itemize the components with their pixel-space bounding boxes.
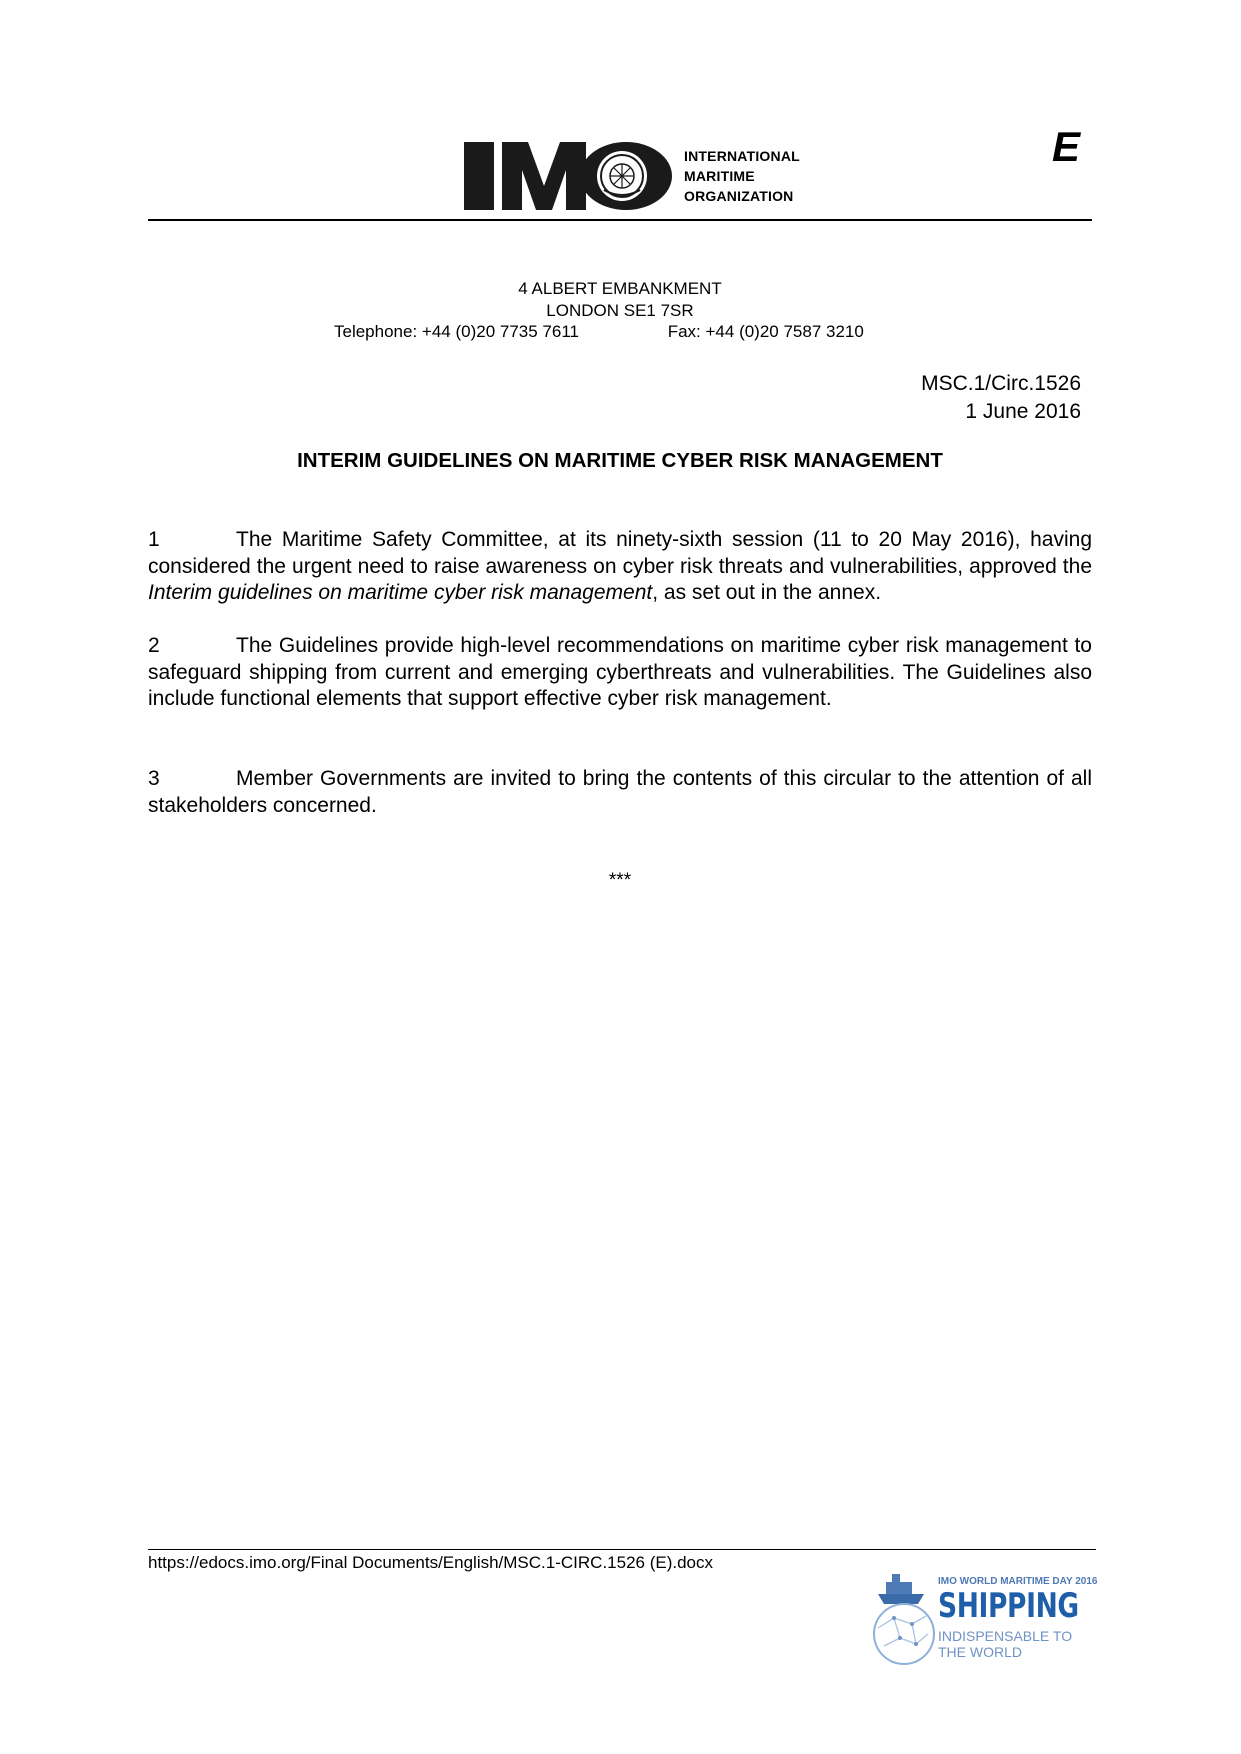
paragraph-text: The Maritime Safety Committee, at its ninety-sixth session (11 to 20 May 2016), having considered the urgent need to raise awareness on cyber risk threats and vulnerabilities, approved the: [148, 528, 1092, 578]
badge-subtitle: [938, 1628, 1072, 1660]
organization-name: [684, 146, 800, 206]
paragraph-text: Member Governments are invited to bring the contents of this circular to the attention of all stakeholders concerned.: [148, 767, 1092, 817]
imo-logo: [464, 140, 800, 212]
fax-number: Fax: +44 (0)20 7587 3210: [667, 322, 864, 341]
document-reference: [921, 370, 1081, 426]
org-line-2: MARITIME: [684, 168, 755, 184]
header-divider: [148, 219, 1092, 221]
document-title: INTERIM GUIDELINES ON MARITIME CYBER RISK MANAGEMENT: [297, 449, 943, 472]
telephone-number: Telephone: +44 (0)20 7735 7611: [334, 322, 579, 341]
address-line-1: 4 ALBERT EMBANKMENT: [518, 279, 722, 298]
badge-top-line: IMO WORLD MARITIME DAY 2016: [938, 1576, 1098, 1587]
address-line-2: LONDON SE1 7SR: [546, 301, 694, 320]
paragraph-text-end: , as set out in the annex.: [652, 581, 882, 604]
paragraph-number: 3: [148, 767, 160, 790]
badge-sub-line-2: THE WORLD: [938, 1644, 1022, 1660]
circular-number: MSC.1/Circ.1526: [921, 372, 1081, 395]
contact-line: [334, 322, 864, 342]
org-line-3: ORGANIZATION: [684, 188, 794, 204]
language-indicator: E: [1051, 123, 1080, 170]
circular-date: 1 June 2016: [965, 400, 1081, 423]
paragraph-1: [148, 527, 1092, 607]
letterhead: [148, 120, 1092, 220]
document-path: https://edocs.imo.org/Final Documents/English/MSC.1-CIRC.1526 (E).docx: [148, 1553, 714, 1572]
badge-sub-line-1: INDISPENSABLE TO: [938, 1628, 1073, 1644]
badge-main-word: SHIPPING: [938, 1586, 1079, 1626]
paragraph-text: The Guidelines provide high-level recommendations on maritime cyber risk management to safeguard shipping from current and emerging cyberthreats and vulnerabilities. The Guidelines also include functional elements that support effective cyber risk management.: [148, 634, 1092, 710]
section-separator: ***: [608, 870, 632, 891]
guidelines-title-italic: Interim guidelines on maritime cyber risk management: [148, 581, 653, 604]
world-maritime-day-badge: [864, 1572, 1098, 1668]
paragraph-3: [148, 766, 1092, 819]
paragraph-2: [148, 633, 1092, 713]
paragraph-number: 1: [148, 528, 160, 551]
org-line-1: INTERNATIONAL: [684, 148, 800, 164]
globe-ship-icon: [864, 1572, 944, 1668]
footer-divider: [148, 1549, 1096, 1550]
address-block: [148, 278, 1092, 322]
paragraph-number: 2: [148, 634, 160, 657]
imo-emblem-logo: [464, 140, 674, 212]
